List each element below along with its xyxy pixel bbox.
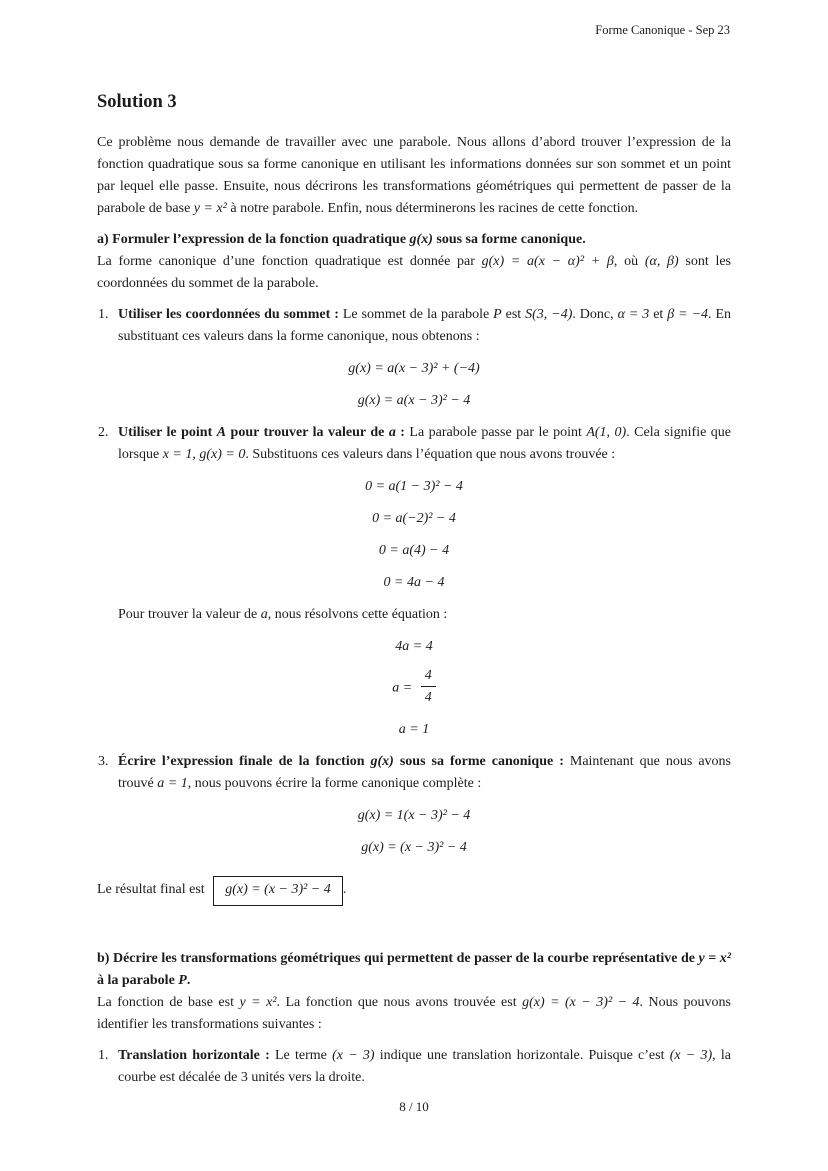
text-run: . Cela signifie que lorsque: [118, 425, 731, 462]
text-run: Maintenant que nous avons trouvé: [118, 754, 731, 791]
text-run: . Donc,: [572, 307, 618, 322]
equation: 4a = 4: [395, 639, 433, 654]
math-run: (x − 3): [669, 1048, 713, 1063]
bold-run: pour trouver la valeur de: [226, 425, 389, 440]
text-run: est: [501, 307, 526, 322]
text-run: Le terme: [269, 1048, 333, 1063]
equation-with-fraction: [97, 668, 731, 709]
equation: g(x) = (x − 3)² − 4: [361, 840, 467, 855]
equation: g(x) = 1(x − 3)² − 4: [357, 808, 471, 823]
bold-run: sous sa forme canonique.: [432, 232, 586, 247]
list-item-body: [118, 304, 731, 412]
text-run: Le sommet de la parabole: [338, 307, 494, 322]
equation: 0 = a(1 − 3)² − 4: [365, 479, 463, 494]
math-run: (x − 3): [332, 1048, 375, 1063]
text-run: , nous résolvons cette équation :: [267, 607, 448, 622]
list-item-body: [118, 751, 731, 859]
text-run: Ce problème nous demande de travailler avec une parabole. Nous allons d’abord trouver l’expression de la fonction quadratique sous sa forme canonique en utilisant les informations données sur son sommet et un point par lequel elle passe. Ensuite, nous décrirons les transformations géométriques qui permettent de passer de la parabole de base: [97, 135, 731, 216]
list-item-a1: [97, 304, 731, 412]
text-run: ,: [192, 447, 200, 462]
text-run: Pour trouver la valeur de: [118, 607, 261, 622]
text-run: . Substituons ces valeurs dans l’équation que nous avons trouvée :: [245, 447, 616, 462]
math-run: g(x): [409, 232, 433, 247]
page-number: 8 / 10: [399, 1099, 429, 1114]
math-run: g(x) = (x − 3)² − 4: [522, 995, 640, 1010]
equation: a = 1: [398, 722, 430, 737]
list-number: 1.: [98, 1048, 109, 1063]
text-run: . La fonction que nous avons trouvée est: [276, 995, 523, 1010]
bold-run: Utiliser le point: [118, 425, 217, 440]
list-item-text: [118, 422, 731, 466]
math-run: β = −4: [667, 307, 709, 322]
math-run: a =: [392, 680, 416, 696]
fraction: [421, 666, 436, 707]
section-a-heading: [97, 229, 731, 251]
text-run: .: [342, 882, 347, 897]
math-run: y = x²: [193, 201, 227, 216]
math-run: g(x) = a(x − α)² + β: [481, 254, 614, 269]
math-run: S(3, −4): [525, 307, 573, 322]
text-run: Le résultat final est: [97, 882, 209, 897]
list-number: 3.: [98, 754, 109, 769]
text-run: indique une translation horizontale. Puisque c’est: [374, 1048, 670, 1063]
equation: g(x) = a(x − 3)² + (−4): [348, 361, 480, 376]
math-run: A: [216, 425, 227, 440]
list-number: 1.: [98, 307, 109, 322]
final-result-line: [97, 876, 731, 906]
text-run: et: [649, 307, 668, 322]
text-run: , la courbe est décalée de 3 unités vers la droite.: [118, 1048, 731, 1085]
equation: 0 = 4a − 4: [383, 575, 445, 590]
math-run: g(x) = 0: [199, 447, 246, 462]
list-item-body: [118, 1045, 731, 1089]
boxed-result: g(x) = (x − 3)² − 4: [213, 876, 343, 906]
list-item-body: [118, 422, 731, 594]
fraction-numerator: 4: [424, 668, 432, 683]
bold-run: :: [395, 425, 405, 440]
text-run: . En substituant ces valeurs dans la forme canonique, nous obtenons :: [118, 307, 732, 344]
math-run: A(1, 0): [586, 425, 627, 440]
text-run: , nous pouvons écrire la forme canonique complète :: [187, 776, 482, 791]
page-content: [97, 92, 731, 1089]
list-number: 2.: [98, 425, 109, 440]
text-run: , où: [613, 254, 645, 269]
list-item-text: [118, 751, 731, 795]
equation: 0 = a(4) − 4: [378, 543, 450, 558]
list-item-b1: [97, 1045, 731, 1089]
text-run: La parabole passe par le point: [404, 425, 587, 440]
solve-paragraph: [118, 604, 731, 626]
math-run-parabola-symbol: P: [493, 307, 502, 322]
math-run: a = 1: [157, 776, 188, 791]
text-run: sont les coordonnées du sommet de la parabole.: [97, 254, 732, 291]
list-item-a2: [97, 422, 731, 594]
math-run: α = 3: [617, 307, 650, 322]
text-run: à notre parabole. Enfin, nous déterminerons les racines de cette fonction.: [226, 201, 639, 216]
bold-run: .: [186, 973, 191, 988]
section-b-intro: [97, 992, 731, 1036]
list-item-text: [118, 304, 731, 348]
text-run: La forme canonique d’une fonction quadratique est donnée par: [97, 254, 482, 269]
text-run: . Nous pouvons identifier les transformations suivantes :: [97, 995, 732, 1032]
bold-run: à la parabole: [97, 973, 179, 988]
list-item-text: [118, 1045, 731, 1089]
math-run: x = 1: [162, 447, 193, 462]
bold-run: sous sa forme canonique :: [393, 754, 564, 769]
bold-run: a) Formuler l’expression de la fonction quadratique: [97, 232, 410, 247]
bold-run: Utiliser les coordonnées du sommet :: [118, 307, 339, 322]
section-a-intro: [97, 251, 731, 295]
math-run: y = x²: [698, 951, 731, 966]
fraction-denominator: 4: [421, 686, 436, 707]
math-run: y = x²: [239, 995, 277, 1010]
text-run: La fonction de base est: [97, 995, 240, 1010]
bold-run: Écrire l’expression finale de la fonction: [118, 754, 371, 769]
section-b-heading: [97, 948, 731, 992]
math-run: a: [260, 607, 268, 622]
page-title: Solution 3: [97, 92, 177, 112]
math-run: (α, β): [644, 254, 679, 269]
equation: 0 = a(−2)² − 4: [372, 511, 456, 526]
math-run: g(x): [370, 754, 394, 769]
bold-run: Translation horizontale :: [118, 1048, 270, 1063]
bold-run: b) Décrire les transformations géométriques qui permettent de passer de la courbe représentative de: [97, 951, 699, 966]
math-run: a: [388, 425, 396, 440]
list-item-a3: [97, 751, 731, 859]
running-header: Forme Canonique - Sep 23: [595, 23, 730, 37]
intro-paragraph: [97, 132, 731, 220]
equation: g(x) = a(x − 3)² − 4: [357, 393, 471, 408]
math-run-parabola-symbol: P: [178, 973, 187, 988]
